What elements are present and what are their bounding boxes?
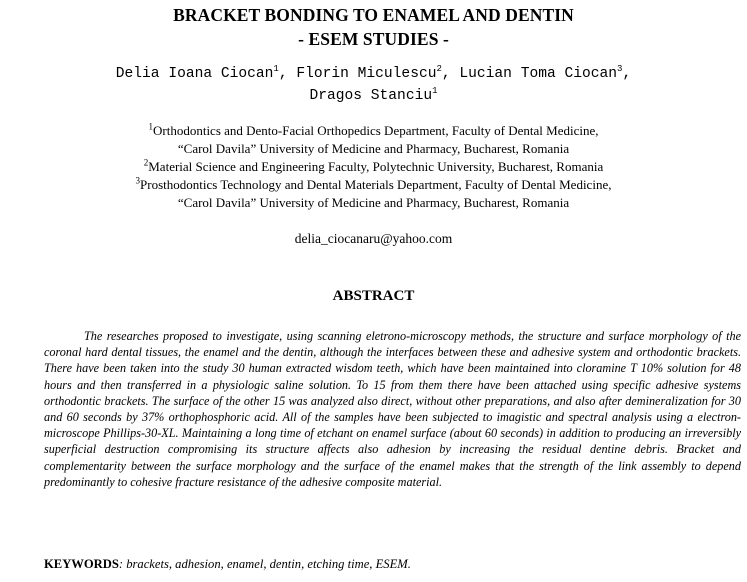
keywords-label: KEYWORDS: [44, 557, 119, 571]
affiliation-text: Prosthodontics Technology and Dental Materials Department, Faculty of Dental Medicine,: [140, 177, 612, 192]
affiliation-text: Material Science and Engineering Faculty, Polytechnic University, Bucharest, Romania: [148, 159, 604, 174]
authors-line-1: Delia Ioana Ciocan$^1$, Florin Miculescu$^2$, Lucian Toma Ciocan$^3$,: [115, 64, 632, 82]
affiliation-number: 2: [143, 157, 149, 168]
affiliation-2: [0, 158, 747, 176]
keywords: [44, 556, 741, 572]
affiliation-text: Orthodontics and Dento-Facial Orthopedics Department, Faculty of Dental Medicine,: [153, 123, 599, 138]
author-name: Lucian Toma Ciocan: [459, 66, 618, 82]
author-name: Delia Ioana Ciocan: [115, 66, 274, 82]
author-name: Dragos Stanciu: [309, 88, 433, 104]
author-affiliation-mark: 3: [617, 64, 623, 75]
affiliation-1-line-1: [0, 122, 747, 140]
authors-line-2: [0, 86, 747, 107]
author-email: delia_ciocanaru@yahoo.com: [294, 231, 453, 246]
author-affiliation-mark: 1: [273, 64, 279, 75]
abstract-text: The researches proposed to investigate, using scanning eletrono-microscopy methods, the structure and surface morphology of the coronal hard dental tissues, the enamel and the dentin, although the interfaces between these and adhesive system and orthodontic brackets. There have been taken into the study 30 human extracted wisdom teeth, which have been maintained into cloramine T 10% solution for 48 hours and then transferred in a physiologic saline solution. To 15 from them there have been attached using specific adhesive systems orthodontic brackets. The surface of the other 15 was analyzed also direct, without other preparations, and also after demineralization for 30 and 60 seconds by 37% orthophosphoric acid. All of the samples have been subjected to imagistic and spectral analysis using a electron-microscope Phillips-30-XL. Maintaining a long time of etchant on enamel surface (about 60 seconds) in addition to producing an irreversibly superficial destruction compromising its structure affects also adhesion by increasing the residual dentine debris. Bracket and complementarity between the surface morphology and the surface of the enamel makes that the strength of the link assembly to depend predominantly to cohesive fracture resistance of the adhesive composite material.: [44, 329, 741, 489]
affiliation-number: 3: [135, 175, 141, 186]
author-name: Florin Miculescu: [296, 66, 437, 82]
abstract-heading: ABSTRACT: [332, 288, 415, 304]
affiliation-3-line-1: [0, 176, 747, 194]
keywords-list: : brackets, adhesion, enamel, dentin, etching time, ESEM.: [118, 557, 411, 571]
paper-title-line-2: - ESEM STUDIES -: [298, 29, 449, 49]
affiliation-3-line-2: “Carol Davila” University of Medicine and Pharmacy, Bucharest, Romania: [177, 195, 570, 210]
author-affiliation-mark: 2: [436, 64, 442, 75]
author-affiliation-mark: 1: [432, 86, 438, 97]
affiliation-number: 1: [148, 121, 153, 132]
paper-title-line-1: BRACKET BONDING TO ENAMEL AND DENTIN: [173, 5, 574, 25]
affiliation-1-line-2: “Carol Davila” University of Medicine and Pharmacy, Bucharest, Romania: [177, 141, 570, 156]
